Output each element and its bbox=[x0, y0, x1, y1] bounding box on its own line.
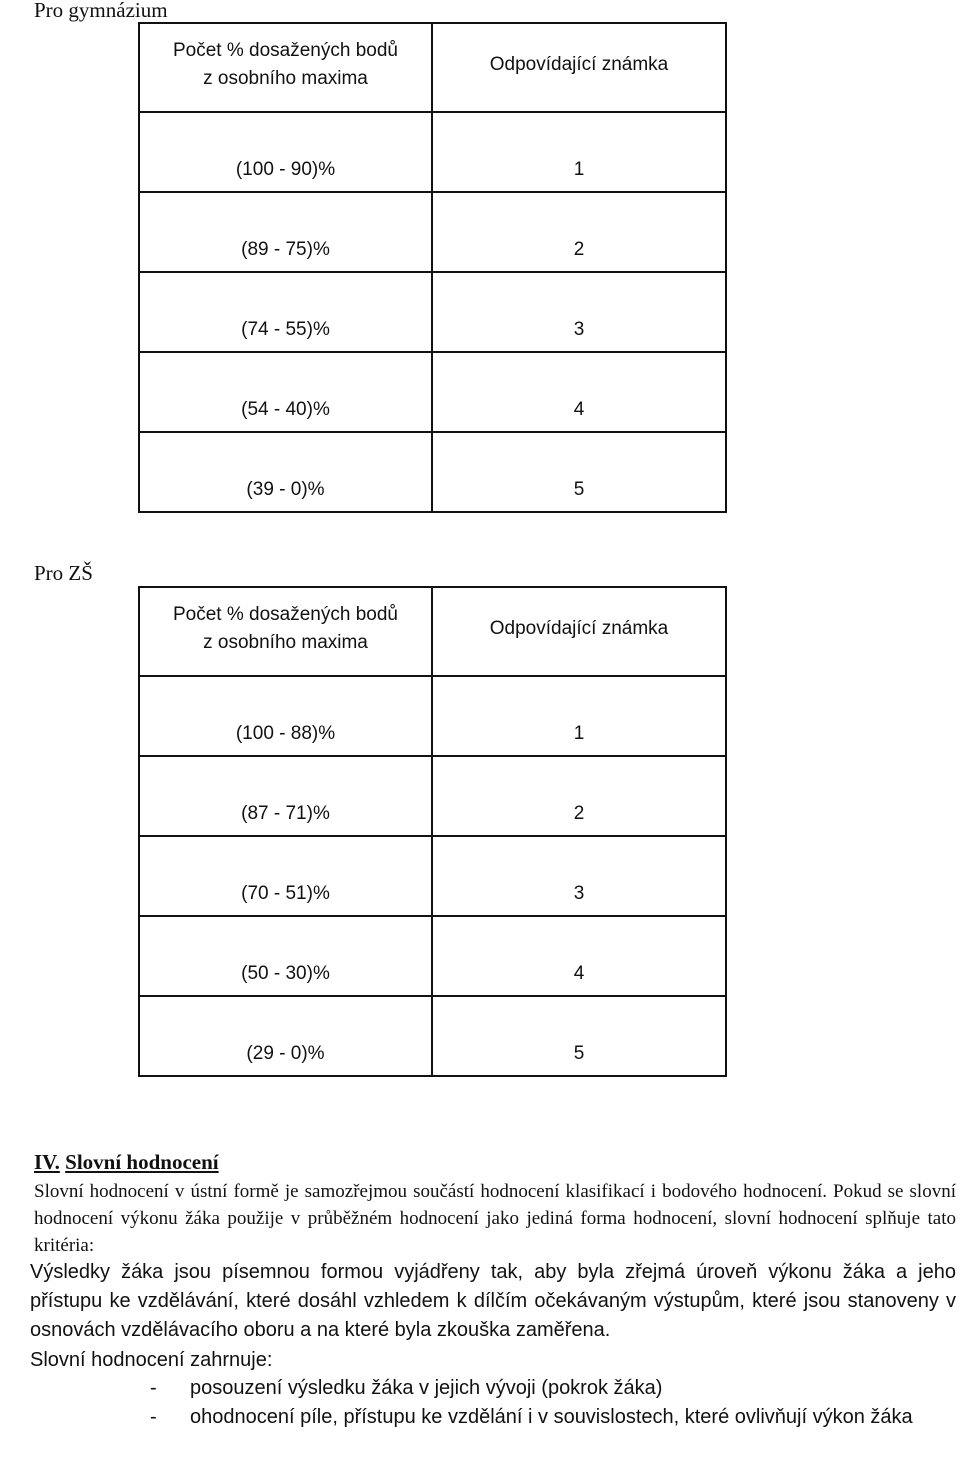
grade-cell: 1 bbox=[432, 676, 726, 756]
table-row bbox=[139, 996, 726, 1076]
table-row bbox=[139, 192, 726, 272]
grade-cell: 2 bbox=[432, 192, 726, 272]
grade-cell: 2 bbox=[432, 756, 726, 836]
grade-cell: 5 bbox=[432, 996, 726, 1076]
includes-heading: Slovní hodnocení zahrnuje: bbox=[30, 1349, 273, 1371]
table-row bbox=[139, 836, 726, 916]
range-cell: (50 - 30)% bbox=[139, 916, 432, 996]
intro-paragraph: Slovní hodnocení v ústní formě je samozřejmou součástí hodnocení klasifikací i bodového hodnocení. Pokud se slovní hodnocení výkonu žáka použije v průběžném hodnocení jako jediná forma hodnocení, slovní hodnocení splňuje tato kritéria: bbox=[34, 1181, 956, 1256]
table-header-row bbox=[139, 23, 726, 112]
grade-cell: 3 bbox=[432, 272, 726, 352]
header-line-2: z osobního maxima bbox=[203, 632, 368, 653]
header-line-2: z osobního maxima bbox=[203, 68, 368, 89]
zs-grade-table bbox=[138, 586, 727, 1077]
section-heading bbox=[34, 1150, 219, 1175]
bullet-dash: - bbox=[150, 1377, 157, 1399]
grade-cell: 5 bbox=[432, 432, 726, 512]
header-line-1: Počet % dosažených bodů bbox=[173, 604, 398, 625]
header-grade: Odpovídající známka bbox=[432, 587, 726, 676]
header-grade: Odpovídající známka bbox=[432, 23, 726, 112]
gym-section-label: Pro gymnázium bbox=[34, 0, 168, 22]
list-item bbox=[150, 1374, 940, 1403]
grade-cell: 3 bbox=[432, 836, 726, 916]
criteria-paragraph: Výsledky žáka jsou písemnou formou vyjádřeny tak, aby byla zřejmá úroveň výkonu žáka a jeho přístupu ke vzdělávání, které dosáhl vzhledem k dílčím očekávaným výstupům, které jsou stanoveny v osnovách vzdělávacího oboru a na které byla zkouška zaměřena. bbox=[30, 1261, 956, 1341]
table-row bbox=[139, 112, 726, 192]
bullet-text: posouzení výsledku žáka v jejich vývoji (pokrok žáka) bbox=[190, 1377, 663, 1399]
table-row bbox=[139, 432, 726, 512]
table-row bbox=[139, 756, 726, 836]
table-row bbox=[139, 352, 726, 432]
bullet-dash: - bbox=[150, 1406, 157, 1428]
header-percent-points bbox=[139, 587, 432, 676]
range-cell: (70 - 51)% bbox=[139, 836, 432, 916]
gym-grade-table bbox=[138, 22, 727, 513]
table-row bbox=[139, 272, 726, 352]
section-title: Slovní hodnocení bbox=[65, 1150, 219, 1174]
list-item bbox=[150, 1403, 940, 1432]
section-number: IV. bbox=[34, 1150, 60, 1174]
grade-cell: 1 bbox=[432, 112, 726, 192]
range-cell: (29 - 0)% bbox=[139, 996, 432, 1076]
grade-cell: 4 bbox=[432, 916, 726, 996]
table-row bbox=[139, 676, 726, 756]
range-cell: (100 - 90)% bbox=[139, 112, 432, 192]
range-cell: (89 - 75)% bbox=[139, 192, 432, 272]
range-cell: (74 - 55)% bbox=[139, 272, 432, 352]
range-cell: (87 - 71)% bbox=[139, 756, 432, 836]
range-cell: (54 - 40)% bbox=[139, 352, 432, 432]
grade-cell: 4 bbox=[432, 352, 726, 432]
header-line-1: Počet % dosažených bodů bbox=[173, 40, 398, 61]
zs-section-label: Pro ZŠ bbox=[34, 561, 93, 585]
bullet-text: ohodnocení píle, přístupu ke vzdělání i v souvislostech, které ovlivňují výkon žáka bbox=[190, 1406, 913, 1428]
table-header-row bbox=[139, 587, 726, 676]
header-percent-points bbox=[139, 23, 432, 112]
range-cell: (39 - 0)% bbox=[139, 432, 432, 512]
table-row bbox=[139, 916, 726, 996]
range-cell: (100 - 88)% bbox=[139, 676, 432, 756]
bullet-list bbox=[150, 1374, 940, 1432]
